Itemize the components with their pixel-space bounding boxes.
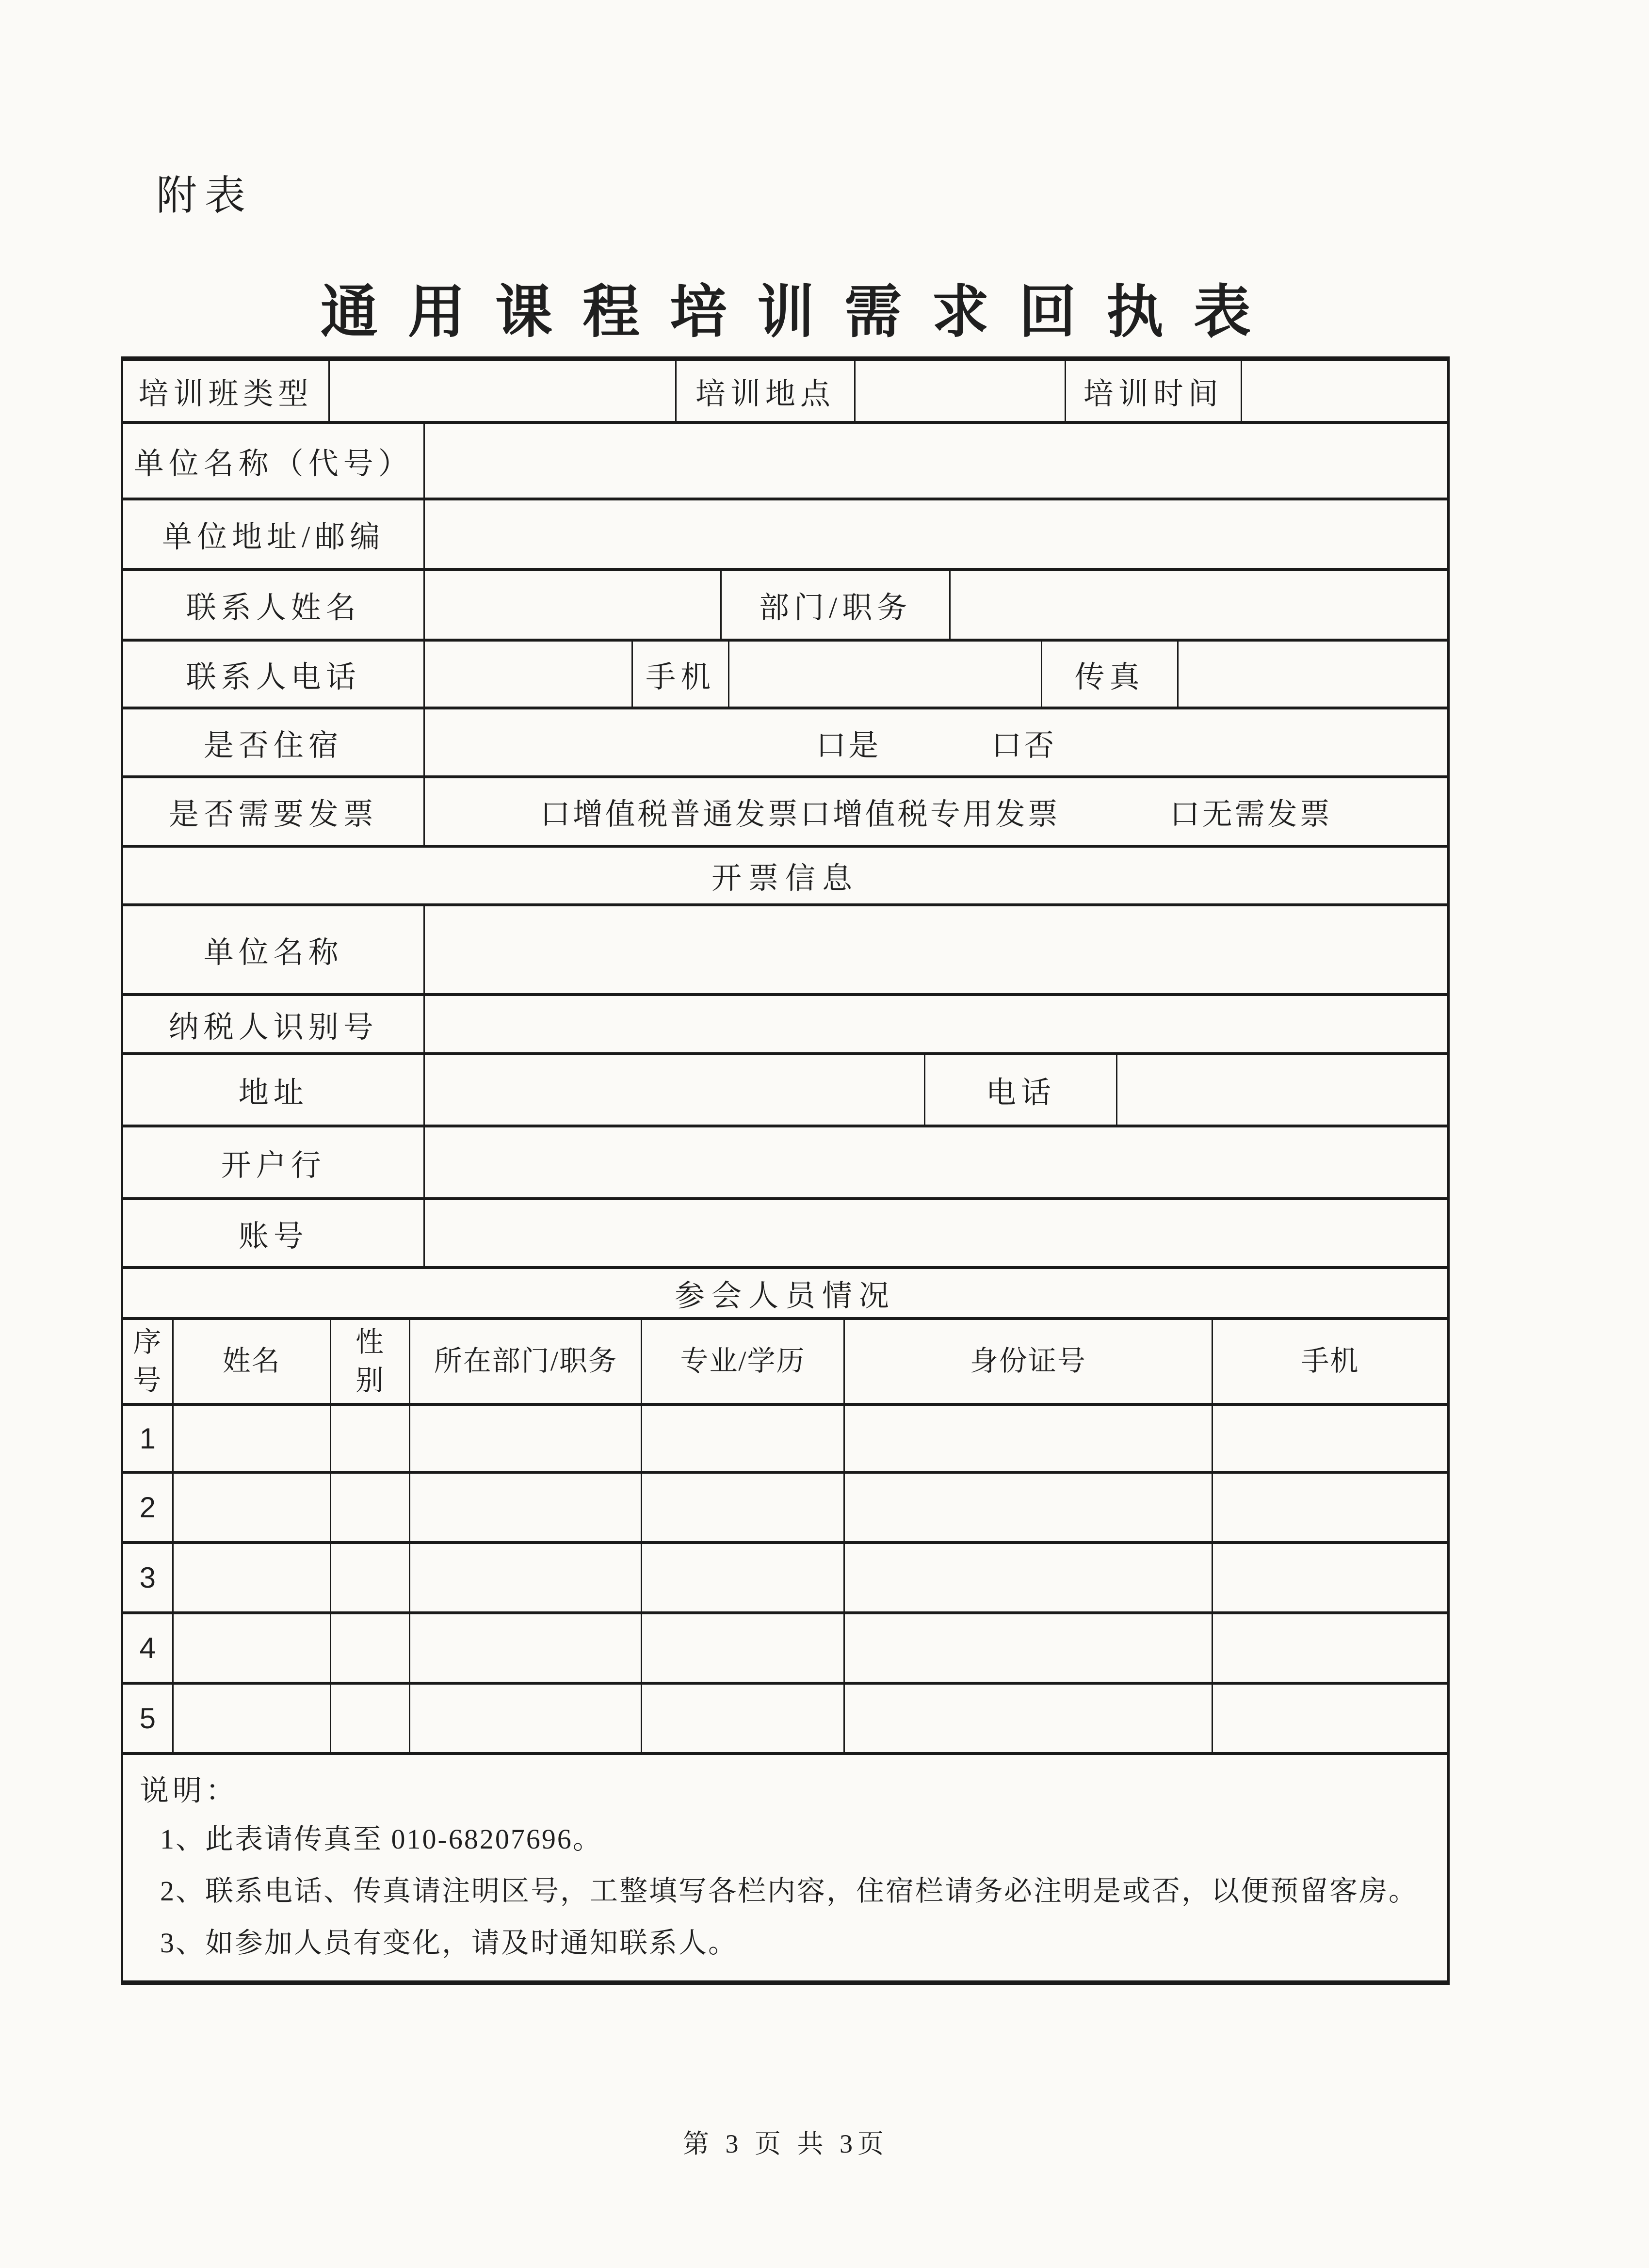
notes-cell	[123, 1755, 1447, 1980]
housing-options-cell	[425, 709, 1447, 775]
participants-section-title: 参会人员情况	[674, 1280, 896, 1313]
invoice-vat-checkboxes: 口增值税普通发票口增值税专用发票	[540, 798, 1060, 831]
org-name-label: 单位名称（代号）	[123, 424, 425, 498]
col-header-name: 姓名	[174, 1320, 331, 1403]
form-table	[121, 356, 1450, 1985]
invoice-org-value-cell	[425, 906, 1447, 993]
taxpayer-id-label: 纳税人识别号	[123, 996, 425, 1052]
training-type-label: 培训班类型	[123, 361, 330, 421]
participant-row	[123, 1685, 1447, 1755]
participant-name-cell	[174, 1474, 331, 1541]
participant-dept-cell	[410, 1406, 642, 1471]
col-header-no: 序号	[123, 1320, 174, 1403]
taxpayer-id-value-cell	[425, 996, 1447, 1052]
note-item-2: 2、联系电话、传真请注明区号，工整填写各栏内容，住宿栏请务必注明是或否，以便预留客房。	[160, 1875, 1419, 1907]
col-header-mobile: 手机	[1301, 1345, 1359, 1377]
row-contact-phone	[123, 642, 1447, 709]
participant-dept-cell	[410, 1474, 642, 1541]
bank-value-cell	[425, 1127, 1447, 1197]
housing-yes-checkbox: 口是	[816, 729, 881, 762]
invoice-org-label: 单位名称	[123, 906, 425, 993]
participant-id-cell	[845, 1474, 1213, 1541]
participant-major-cell	[642, 1406, 845, 1471]
mobile-value-cell	[729, 642, 1042, 707]
participant-no: 4	[123, 1614, 174, 1682]
training-type-value-cell	[330, 361, 677, 421]
participant-gender-cell	[331, 1406, 411, 1471]
participant-major-cell	[642, 1474, 845, 1541]
participant-major-cell	[642, 1614, 845, 1682]
training-time-value-cell	[1242, 361, 1447, 421]
contact-name-value-cell	[425, 571, 722, 639]
mobile-label: 手机	[633, 642, 729, 707]
invoice-none-checkbox: 口无需发票	[1169, 798, 1332, 831]
participant-id-cell	[845, 1544, 1213, 1611]
row-org-address	[123, 500, 1447, 571]
row-notes	[123, 1755, 1447, 1980]
account-value-cell	[425, 1200, 1447, 1266]
row-contact-name	[123, 571, 1447, 642]
contact-phone-value-cell	[425, 642, 633, 707]
participant-major-cell	[642, 1685, 845, 1752]
training-time-label: 培训时间	[1066, 361, 1242, 421]
note-item-1: 1、此表请传真至 010-68207696。	[160, 1823, 602, 1855]
participant-gender-cell	[331, 1685, 411, 1752]
col-header-dept: 所在部门/职务	[410, 1320, 642, 1403]
row-taxpayer-id	[123, 996, 1447, 1055]
participant-name-cell	[174, 1406, 331, 1471]
row-invoice-section	[123, 848, 1447, 906]
participant-gender-cell	[331, 1544, 411, 1611]
col-header-id-number: 身份证号	[845, 1320, 1213, 1403]
contact-name-label: 联系人姓名	[123, 571, 425, 639]
fax-label: 传真	[1042, 642, 1179, 707]
invoice-need-label: 是否需要发票	[123, 778, 425, 845]
participant-row	[123, 1614, 1447, 1685]
housing-label: 是否住宿	[123, 709, 425, 775]
bank-label: 开户行	[123, 1127, 425, 1197]
participant-no: 2	[123, 1474, 174, 1541]
appendix-label: 附表	[156, 174, 254, 219]
note-item-3: 3、如参加人员有变化，请及时通知联系人。	[160, 1927, 738, 1959]
participant-row	[123, 1544, 1447, 1614]
notes-title: 说明：	[140, 1775, 239, 1807]
participant-id-cell	[845, 1406, 1213, 1471]
contact-phone-label: 联系人电话	[123, 642, 425, 707]
row-account	[123, 1200, 1447, 1269]
contact-dept-label: 部门/职务	[722, 571, 951, 639]
participant-dept-cell	[410, 1544, 642, 1611]
col-header-gender: 性别	[331, 1320, 411, 1403]
account-label: 账号	[123, 1200, 425, 1266]
participant-name-cell	[174, 1614, 331, 1682]
participant-row	[123, 1406, 1447, 1474]
participant-gender-cell	[331, 1614, 411, 1682]
row-participants-header	[123, 1320, 1447, 1406]
participant-mobile-cell	[1213, 1406, 1447, 1471]
invoice-section-title: 开票信息	[711, 862, 859, 895]
participant-gender-cell	[331, 1474, 411, 1541]
invoice-address-label: 地址	[123, 1055, 425, 1125]
participant-name-cell	[174, 1544, 331, 1611]
page-number: 第 3 页 共 3页	[683, 2129, 889, 2158]
invoice-phone-label: 电话	[925, 1055, 1117, 1125]
row-org-name	[123, 424, 1447, 500]
invoice-address-value-cell	[425, 1055, 925, 1125]
participant-mobile-cell	[1213, 1614, 1447, 1682]
participant-no: 3	[123, 1544, 174, 1611]
org-address-label: 单位地址/邮编	[123, 500, 425, 568]
invoice-options-cell	[425, 778, 1447, 845]
participant-no: 1	[123, 1406, 174, 1471]
participant-row	[123, 1474, 1447, 1544]
housing-no-checkbox: 口否	[991, 729, 1057, 762]
row-invoice-need	[123, 778, 1447, 848]
row-bank	[123, 1127, 1447, 1200]
col-header-major: 专业/学历	[642, 1320, 845, 1403]
participant-dept-cell	[410, 1614, 642, 1682]
participant-major-cell	[642, 1544, 845, 1611]
participant-name-cell	[174, 1685, 331, 1752]
participant-id-cell	[845, 1614, 1213, 1682]
contact-dept-value-cell	[951, 571, 1447, 639]
fax-value-cell	[1179, 642, 1447, 707]
form-title: 通用课程培训需求回执表	[320, 280, 1281, 344]
participant-mobile-cell	[1213, 1474, 1447, 1541]
participant-no: 5	[123, 1685, 174, 1752]
training-place-value-cell	[856, 361, 1066, 421]
org-address-value-cell	[425, 500, 1447, 568]
org-name-value-cell	[425, 424, 1447, 498]
training-place-label: 培训地点	[677, 361, 856, 421]
invoice-phone-value-cell	[1117, 1055, 1447, 1125]
row-training	[123, 361, 1447, 424]
participant-id-cell	[845, 1685, 1213, 1752]
participant-mobile-cell	[1213, 1685, 1447, 1752]
participant-dept-cell	[410, 1685, 642, 1752]
row-participants-section	[123, 1269, 1447, 1320]
row-housing	[123, 709, 1447, 778]
row-invoice-address	[123, 1055, 1447, 1127]
participant-mobile-cell	[1213, 1544, 1447, 1611]
row-invoice-org	[123, 906, 1447, 996]
